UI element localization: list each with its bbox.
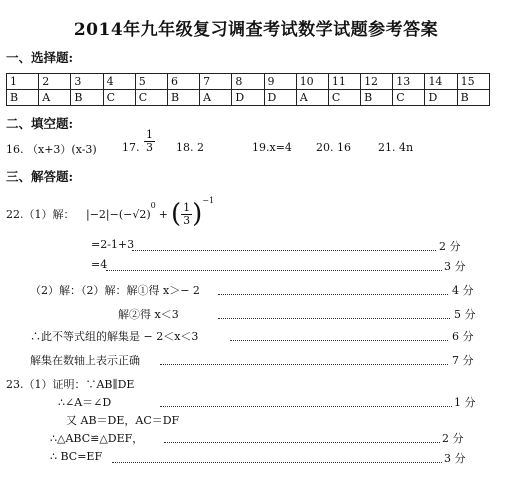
score-label: 4 分 xyxy=(452,284,474,297)
solution-line: =4 xyxy=(91,258,108,271)
answer-cell: B xyxy=(71,90,103,106)
solution-line: 解集在数轴上表示正确 xyxy=(30,354,140,367)
answer-cell: B xyxy=(167,90,199,106)
answer-cell: C xyxy=(393,90,425,106)
answer-cell: A xyxy=(296,90,328,106)
question-number: 2 xyxy=(39,74,71,90)
question-number: 10 xyxy=(296,74,328,90)
question-number: 9 xyxy=(264,74,296,90)
fraction-denominator: 3 xyxy=(183,213,191,227)
answer-cell: B xyxy=(361,90,393,106)
dotted-leader xyxy=(132,250,436,251)
solution-line: ∴ BC=EF xyxy=(50,450,103,463)
dotted-leader xyxy=(218,318,450,319)
answer-17-fraction xyxy=(144,129,155,154)
answer-cell: C xyxy=(103,90,135,106)
section-heading-fill: 二、填空题: xyxy=(6,116,74,131)
solution-line: ∴∠A＝∠D xyxy=(58,396,112,409)
answer-table xyxy=(6,73,490,106)
dotted-leader xyxy=(164,442,440,443)
answer-cell: A xyxy=(200,90,232,106)
score-label: 2 分 xyxy=(439,240,461,253)
q22-label: 22.（1）解： xyxy=(6,208,75,221)
solution-line: （2）解：（2）解：解①得 x＞− 2 xyxy=(30,284,200,297)
question-number: 13 xyxy=(393,74,425,90)
question-number: 3 xyxy=(71,74,103,90)
answer-cell: B xyxy=(7,90,39,106)
q22-plus: + xyxy=(158,207,168,221)
fraction-numerator: 1 xyxy=(146,128,153,141)
question-number: 12 xyxy=(361,74,393,90)
answer-cell: A xyxy=(39,90,71,106)
dotted-leader xyxy=(230,340,448,341)
answer-18: 18. 2 xyxy=(176,141,204,154)
answer-20: 20. 16 xyxy=(316,141,351,154)
question-number: 1 xyxy=(7,74,39,90)
answer-cell: C xyxy=(328,90,360,106)
solution-line: 又 AB＝DE，AC＝DF xyxy=(66,414,180,427)
answer-cell: D xyxy=(264,90,296,106)
answer-21: 21. 4n xyxy=(378,141,414,154)
right-paren-icon: ) xyxy=(192,199,203,229)
question-number: 14 xyxy=(425,74,457,90)
question-number: 6 xyxy=(167,74,199,90)
section-heading-choice: 一、选择题: xyxy=(6,50,74,65)
q22-expression xyxy=(86,194,214,234)
question-number: 8 xyxy=(232,74,264,90)
solution-line: ∴△ABC≌△DEF， xyxy=(50,432,144,445)
answer-cell: D xyxy=(425,90,457,106)
section-heading-solve: 三、解答题: xyxy=(6,169,74,184)
score-label: 3 分 xyxy=(444,452,466,465)
solution-line: 解②得 x＜3 xyxy=(118,308,179,321)
solution-line: ∴此不等式组的解集是 − 2＜x＜3 xyxy=(30,330,199,343)
dotted-leader xyxy=(112,462,442,463)
score-label: 2 分 xyxy=(442,432,464,445)
fraction-numerator: 1 xyxy=(183,200,191,214)
score-label: 6 分 xyxy=(452,330,474,343)
answer-cell: D xyxy=(232,90,264,106)
question-number: 4 xyxy=(103,74,135,90)
answer-table-answer-row xyxy=(7,90,490,106)
dotted-leader xyxy=(106,270,442,271)
answer-table-number-row xyxy=(7,74,490,90)
question-number: 5 xyxy=(135,74,167,90)
dotted-leader xyxy=(160,406,452,407)
page-title: 2014年九年级复习调查考试数学试题参考答案 xyxy=(73,20,439,40)
left-paren-icon: ( xyxy=(170,199,182,229)
fraction-denominator: 3 xyxy=(146,141,153,154)
score-label: 5 分 xyxy=(454,308,476,321)
question-number: 15 xyxy=(457,74,489,90)
answer-17-label: 17. xyxy=(122,141,140,154)
score-label: 3 分 xyxy=(444,260,466,273)
answer-19: 19.x=4 xyxy=(252,141,292,154)
q22-exponent-neg1: −1 xyxy=(202,195,215,205)
answer-cell: B xyxy=(457,90,489,106)
solution-line: 23.（1）证明：∵AB∥DE xyxy=(6,378,135,391)
answer-cell: C xyxy=(135,90,167,106)
q22-expr-part: |−2|−(−√2) xyxy=(86,207,151,221)
q22-exponent-zero: 0 xyxy=(150,200,156,210)
question-number: 7 xyxy=(200,74,232,90)
answer-16: 16. （x+3）(x-3) xyxy=(6,143,97,156)
dotted-leader xyxy=(160,364,448,365)
score-label: 7 分 xyxy=(452,354,474,367)
dotted-leader xyxy=(218,294,448,295)
score-label: 1 分 xyxy=(454,396,476,409)
question-number: 11 xyxy=(328,74,360,90)
solution-line: =2-1+3 xyxy=(91,238,135,251)
